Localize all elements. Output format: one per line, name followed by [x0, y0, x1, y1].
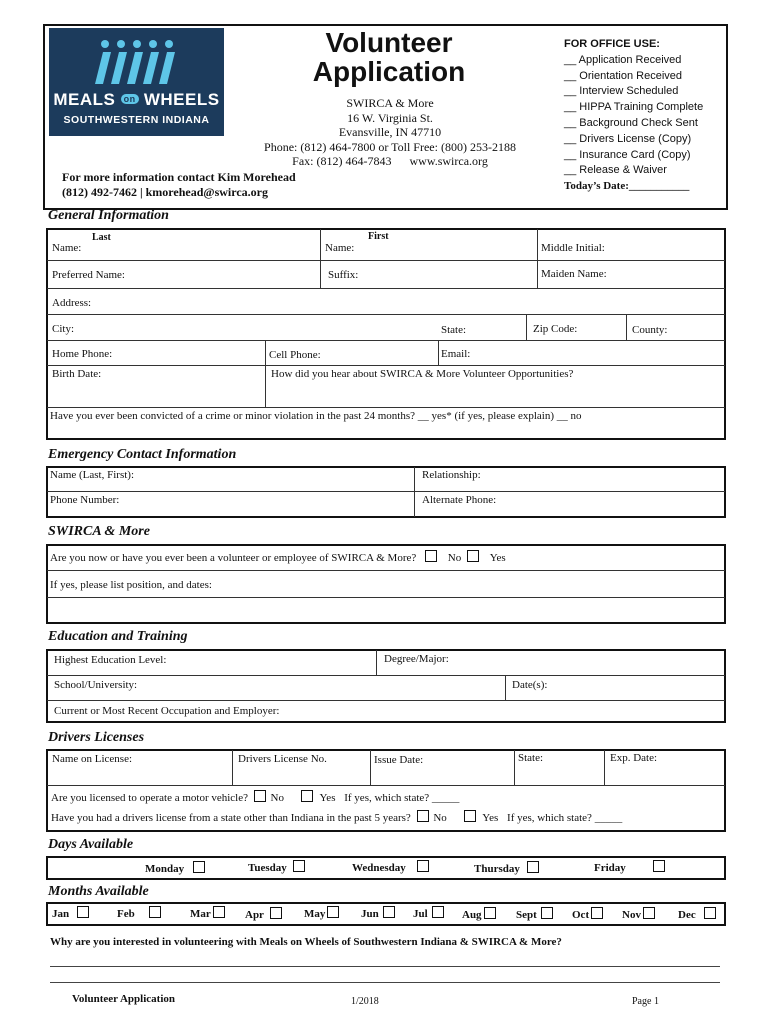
month-label: Jul — [413, 908, 428, 920]
day-thursday[interactable] — [474, 861, 541, 875]
day-checkbox[interactable] — [293, 860, 305, 872]
swirca-yes-label: Yes — [489, 552, 506, 564]
occupation-field[interactable]: Current or Most Recent Occupation and Employer: — [54, 705, 280, 717]
title-line2: Application — [312, 56, 466, 87]
month-apr[interactable] — [245, 907, 284, 921]
relationship-field[interactable]: Relationship: — [422, 469, 481, 481]
cell-phone-field[interactable]: Cell Phone: — [269, 349, 321, 361]
issue-date-field[interactable]: Issue Date: — [374, 754, 424, 766]
conviction-question[interactable]: Have you ever been convicted of a crime or minor violation in the past 24 months? __ yes* (if yes, please explain) __ no — [50, 410, 582, 422]
footer-right: Page 1 — [632, 996, 659, 1007]
last-label: Last — [92, 232, 111, 243]
home-phone-field[interactable]: Home Phone: — [52, 348, 113, 360]
office-item: __ Orientation Received — [564, 69, 683, 82]
hear-about-field[interactable]: How did you hear about SWIRCA & More Volunteer Opportunities? — [271, 368, 574, 380]
emergency-phone-field[interactable]: Phone Number: — [50, 494, 120, 506]
county-field[interactable]: County: — [632, 324, 668, 336]
month-checkbox[interactable] — [541, 907, 553, 919]
month-label: Oct — [572, 909, 590, 921]
office-item: __ HIPPA Training Complete — [564, 101, 704, 114]
month-aug[interactable] — [462, 907, 498, 921]
education-level-field[interactable]: Highest Education Level: — [54, 654, 167, 666]
day-checkbox[interactable] — [527, 861, 539, 873]
month-checkbox[interactable] — [484, 907, 496, 919]
org-phone: Phone: (812) 464-7800 or Toll Free: (800) 253-2188 — [264, 139, 516, 154]
month-label: Feb — [117, 908, 135, 920]
state-field[interactable]: State: — [441, 324, 467, 336]
month-checkbox[interactable] — [270, 907, 282, 919]
licensed-question-text: Are you licensed to operate a motor vehicle? — [51, 792, 249, 804]
swirca-question-text: Are you now or have you ever been a volunteer or employee of SWIRCA & More? — [50, 552, 417, 564]
licensed-no-label: No — [270, 792, 284, 804]
footer-left: Volunteer Application — [72, 993, 175, 1005]
day-label: Monday — [145, 863, 185, 875]
month-jun[interactable] — [361, 906, 397, 920]
swirca-list-field[interactable]: If yes, please list position, and dates: — [50, 579, 212, 591]
emergency-name-field[interactable]: Name (Last, First): — [50, 469, 135, 481]
other-state-no-checkbox[interactable] — [417, 810, 429, 822]
education-dates-field[interactable]: Date(s): — [512, 679, 548, 691]
month-mar[interactable] — [190, 906, 227, 920]
month-label: Sept — [516, 909, 537, 921]
org-web[interactable]: www.swirca.org — [409, 154, 488, 168]
licensed-yes-label: Yes — [319, 792, 336, 804]
office-item: __ Insurance Card (Copy) — [564, 148, 691, 161]
office-item: __ Drivers License (Copy) — [564, 132, 692, 145]
office-use — [564, 37, 703, 195]
footer-center: 1/2018 — [351, 996, 379, 1007]
school-field[interactable]: School/University: — [54, 679, 138, 691]
licensed-question — [51, 790, 459, 804]
month-jan[interactable] — [52, 906, 91, 920]
why-question: Why are you interested in volunteering with Meals on Wheels of Southwestern Indiana & SWIRCA & More? — [50, 936, 562, 948]
month-jul[interactable] — [413, 906, 446, 920]
month-checkbox[interactable] — [591, 907, 603, 919]
org-fax: Fax: (812) 464-7843 — [292, 154, 392, 168]
exp-date-field[interactable]: Exp. Date: — [610, 752, 658, 764]
other-state-question-text: Have you had a drivers license from a state other than Indiana in the past 5 years? — [51, 812, 411, 824]
first-label: First — [368, 231, 389, 242]
month-label: Nov — [622, 909, 641, 921]
section-months: Months Available — [48, 884, 149, 899]
day-monday[interactable] — [145, 861, 207, 875]
maiden-name-field[interactable]: Maiden Name: — [541, 268, 607, 280]
middle-initial-field[interactable]: Middle Initial: — [541, 242, 605, 254]
month-checkbox[interactable] — [327, 906, 339, 918]
office-item: __ Interview Scheduled — [564, 85, 679, 98]
license-number-field[interactable]: Drivers License No. — [238, 753, 327, 765]
org-city: Evansville, IN 47710 — [338, 125, 442, 139]
office-item: __ Application Received — [564, 53, 682, 66]
day-wednesday[interactable] — [352, 860, 431, 874]
month-label: Jan — [52, 908, 70, 920]
month-checkbox[interactable] — [704, 907, 716, 919]
month-feb[interactable] — [117, 906, 163, 920]
contact-line1: For more information contact Kim Morehead — [62, 170, 296, 184]
office-title: FOR OFFICE USE: — [564, 38, 660, 50]
month-label: Aug — [462, 909, 482, 921]
why-answer-line-2[interactable] — [50, 982, 720, 983]
month-checkbox[interactable] — [213, 906, 225, 918]
day-friday[interactable] — [594, 860, 667, 874]
office-item: __ Background Check Sent — [564, 116, 698, 129]
month-may[interactable] — [304, 906, 341, 920]
logo-meals: MEALS — [53, 90, 116, 109]
licensed-state-field[interactable]: If yes, which state? _____ — [344, 792, 460, 804]
suffix-field[interactable]: Suffix: — [328, 269, 359, 281]
licensed-yes-checkbox[interactable] — [301, 790, 313, 802]
city-field[interactable]: City: — [52, 323, 75, 335]
logo-figures-icon — [49, 32, 224, 92]
logo-wheels: WHEELS — [143, 90, 220, 109]
month-checkbox[interactable] — [383, 906, 395, 918]
birth-date-field[interactable]: Birth Date: — [52, 368, 102, 380]
day-checkbox[interactable] — [417, 860, 429, 872]
office-item: __ Release & Waiver — [564, 164, 667, 177]
month-label: May — [304, 908, 326, 920]
section-emergency: Emergency Contact Information — [48, 447, 237, 462]
address-field[interactable]: Address: — [52, 297, 92, 309]
month-checkbox[interactable] — [149, 906, 161, 918]
first-name-field[interactable]: Name: — [325, 242, 355, 254]
logo-region: SOUTHWESTERN INDIANA — [63, 114, 210, 126]
month-label: Dec — [678, 909, 696, 921]
section-education: Education and Training — [48, 629, 188, 644]
org-street: 16 W. Virginia St. — [347, 110, 433, 125]
month-label: Mar — [190, 908, 211, 920]
day-label: Friday — [594, 862, 626, 874]
title-line1: Volunteer — [325, 27, 453, 58]
month-oct[interactable] — [572, 907, 605, 921]
month-dec[interactable] — [678, 907, 718, 921]
logo — [49, 28, 224, 136]
alternate-phone-field[interactable]: Alternate Phone: — [422, 494, 497, 506]
month-label: Apr — [245, 909, 264, 921]
month-label: Jun — [361, 908, 379, 920]
day-label: Wednesday — [352, 862, 406, 874]
swirca-no-label: No — [447, 552, 462, 564]
email-field[interactable]: Email: — [441, 348, 471, 360]
day-checkbox[interactable] — [653, 860, 665, 872]
other-state-yes-checkbox[interactable] — [464, 810, 476, 822]
other-state-yes-label: Yes — [482, 812, 499, 824]
month-checkbox[interactable] — [77, 906, 89, 918]
section-drivers: Drivers Licenses — [48, 730, 145, 745]
why-answer-line-1[interactable] — [50, 966, 720, 967]
contact-line2: (812) 492-7462 | kmorehead@swirca.org — [62, 185, 269, 199]
month-sept[interactable] — [516, 907, 555, 921]
other-state-field[interactable]: If yes, which state? _____ — [507, 812, 623, 824]
month-checkbox[interactable] — [432, 906, 444, 918]
section-days: Days Available — [48, 837, 134, 852]
other-state-question — [51, 810, 622, 824]
swirca-no-checkbox[interactable] — [425, 550, 437, 562]
day-checkbox[interactable] — [193, 861, 205, 873]
section-general: General Information — [48, 208, 169, 223]
license-state-field[interactable]: State: — [518, 752, 544, 764]
swirca-yes-checkbox[interactable] — [467, 550, 479, 562]
day-label: Thursday — [474, 863, 520, 875]
month-checkbox[interactable] — [643, 907, 655, 919]
office-date: Today’s Date:___________ — [564, 180, 690, 193]
page-title — [296, 28, 482, 86]
section-swirca: SWIRCA & More — [48, 524, 150, 539]
day-tuesday[interactable] — [248, 860, 307, 874]
contact-info — [62, 170, 296, 200]
license-name-field[interactable]: Name on License: — [52, 753, 133, 765]
degree-field[interactable]: Degree/Major: — [384, 653, 449, 665]
licensed-no-checkbox[interactable] — [254, 790, 266, 802]
last-name-field[interactable]: Name: — [52, 242, 82, 254]
day-label: Tuesday — [248, 862, 287, 874]
emergency-box — [46, 466, 726, 518]
other-state-no-label: No — [433, 812, 447, 824]
preferred-name-field[interactable]: Preferred Name: — [52, 269, 125, 281]
org-name: SWIRCA & More — [346, 96, 434, 110]
zip-field[interactable]: Zip Code: — [533, 323, 578, 335]
month-nov[interactable] — [622, 907, 657, 921]
logo-on: on — [121, 94, 139, 104]
swirca-question — [50, 550, 506, 564]
org-info — [240, 96, 540, 169]
